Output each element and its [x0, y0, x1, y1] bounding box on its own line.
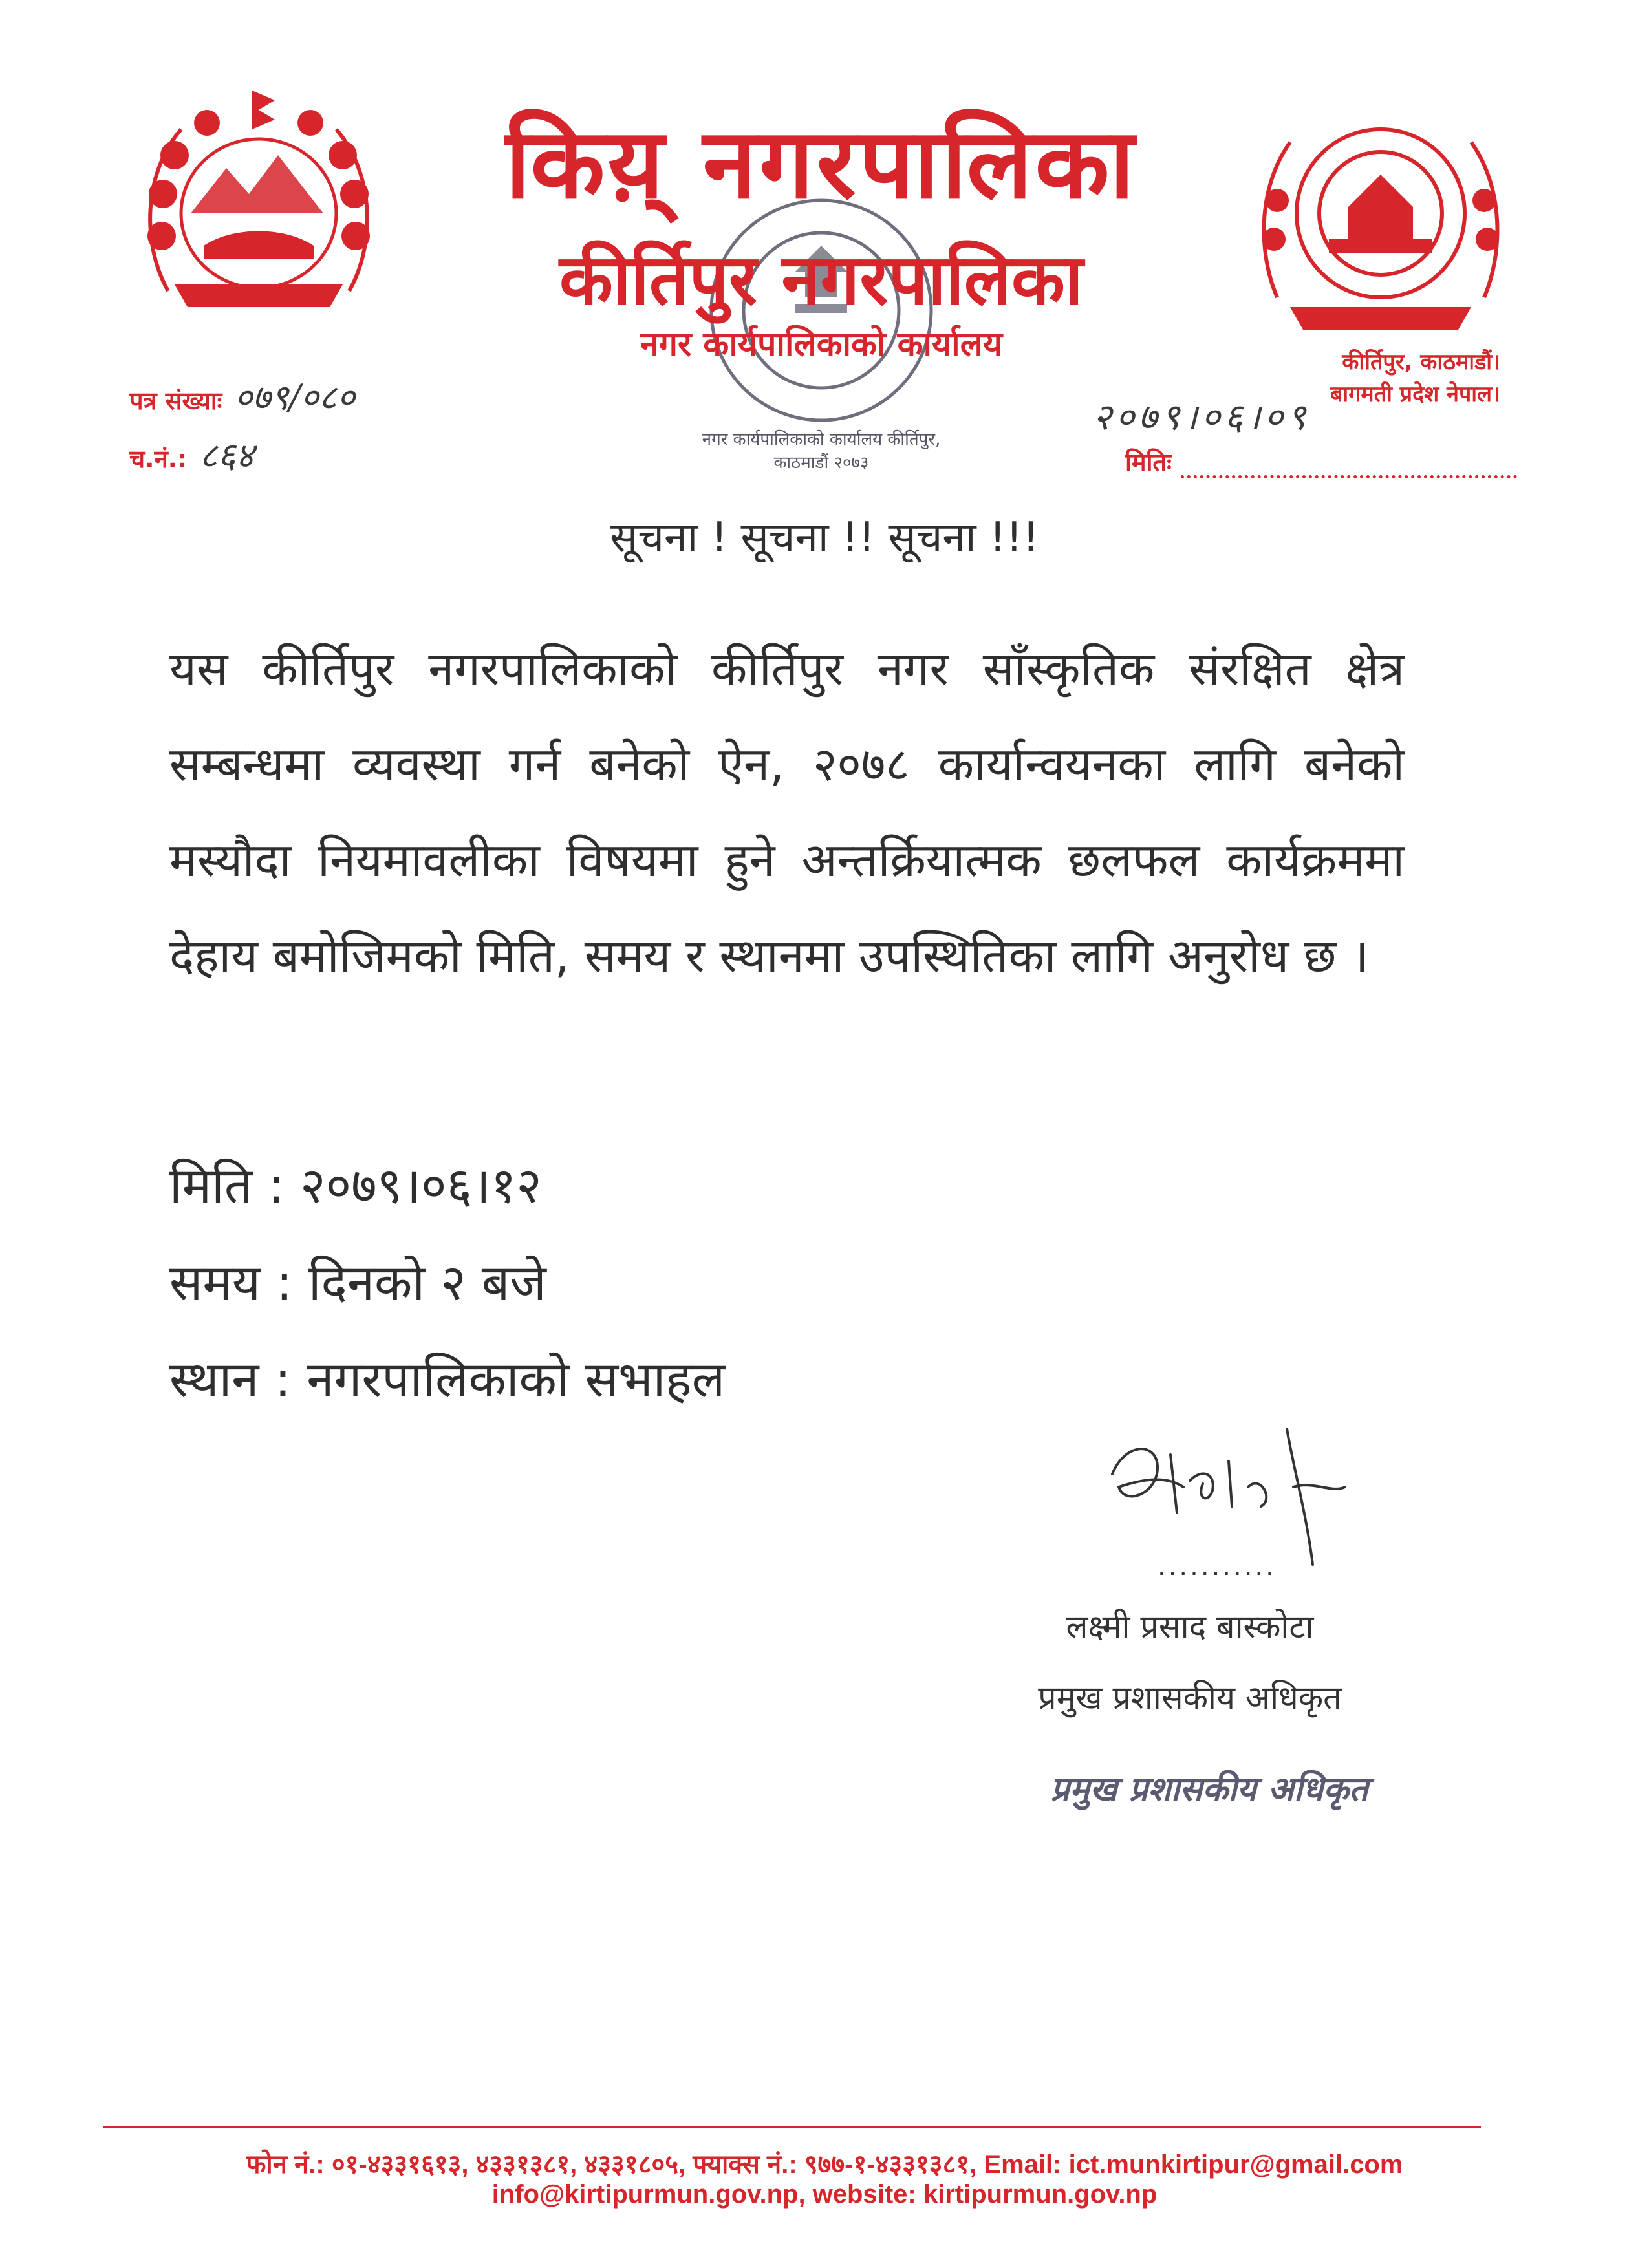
- footer-divider: [103, 2126, 1481, 2128]
- designation-stamp: प्रमुख प्रशासकीय अधिकृत: [1050, 1770, 1368, 1809]
- letter-date-label: मितिः: [1125, 448, 1172, 476]
- reference-number-value: ०७९/०८०: [234, 377, 356, 418]
- reference-number-label: पत्र संख्याः: [129, 387, 222, 415]
- meeting-place: स्थान : नगरपालिकाको सभाहल: [169, 1351, 726, 1408]
- municipality-logo-icon: [1251, 110, 1510, 349]
- signature-dots: ...........: [1158, 1552, 1277, 1581]
- municipality-title-newari: किय़् नगरपालिका: [505, 108, 1137, 220]
- address-line-2: बागमती प्रदेश नेपाल।: [1330, 381, 1500, 407]
- letter-date-row: [1125, 445, 1517, 478]
- signatory-title: प्रमुख प्रशासकीय अधिकृत: [1038, 1679, 1342, 1717]
- stamp-text: नगर कार्यपालिकाको कार्यालय कीर्तिपुर, काठमाडौं २०७३: [702, 430, 941, 473]
- reference-number-row: [129, 372, 355, 420]
- office-subtitle: नगर कार्यपालिकाको कार्यालय: [640, 325, 1003, 364]
- dispatch-number-label: च.नं.:: [129, 445, 188, 473]
- municipality-title-nepali: कीर्तिपुर नगरपालिका: [559, 240, 1083, 321]
- address-line-1: कीर्तिपुर, काठमाडौं।: [1342, 349, 1500, 375]
- meeting-time: समय : दिनको २ बजे: [169, 1254, 546, 1311]
- footer-web: info@kirtipurmun.gov.np, website: kirtipurmun.gov.np: [491, 2180, 1158, 2209]
- dispatch-number-value: ८६४: [199, 435, 254, 476]
- nepal-emblem-icon: [129, 84, 388, 330]
- notice-heading: सूचना ! सूचना !! सूचना !!!: [610, 514, 1039, 562]
- meeting-date: मिति : २०७९।०६।१२: [169, 1157, 542, 1214]
- signatory-name: लक्ष्मी प्रसाद बास्कोटा: [1066, 1608, 1314, 1645]
- date-dotted-line: [1181, 456, 1517, 478]
- footer-contact: फोन नं.: ०१-४३३१६१३, ४३३१३८१, ४३३१८०५, फ्याक्स नं.: ९७७-१-४३३१३८१, Email: ict.munkirtipur@gmail.com: [246, 2150, 1403, 2179]
- notice-paragraph: यस कीर्तिपुर नगरपालिकाको कीर्तिपुर नगर साँस्कृतिक संरक्षित क्षेत्र सम्बन्धमा व्यवस्था गर्न बनेको ऐन, २०७८ कार्यान्वयनका लागि बनेको मस्यौदा नियमावलीका विषयमा हुने अन्तर्क्रियात्मक छलफल कार्यक्रममा देहाय बमोजिमको मिति, समय र स्थानमा उपस्थितिका लागि अनुरोध छ ।: [169, 641, 1405, 983]
- dispatch-number-row: [129, 430, 254, 478]
- letter-date-value: २०७९।०६।०९: [1093, 396, 1310, 438]
